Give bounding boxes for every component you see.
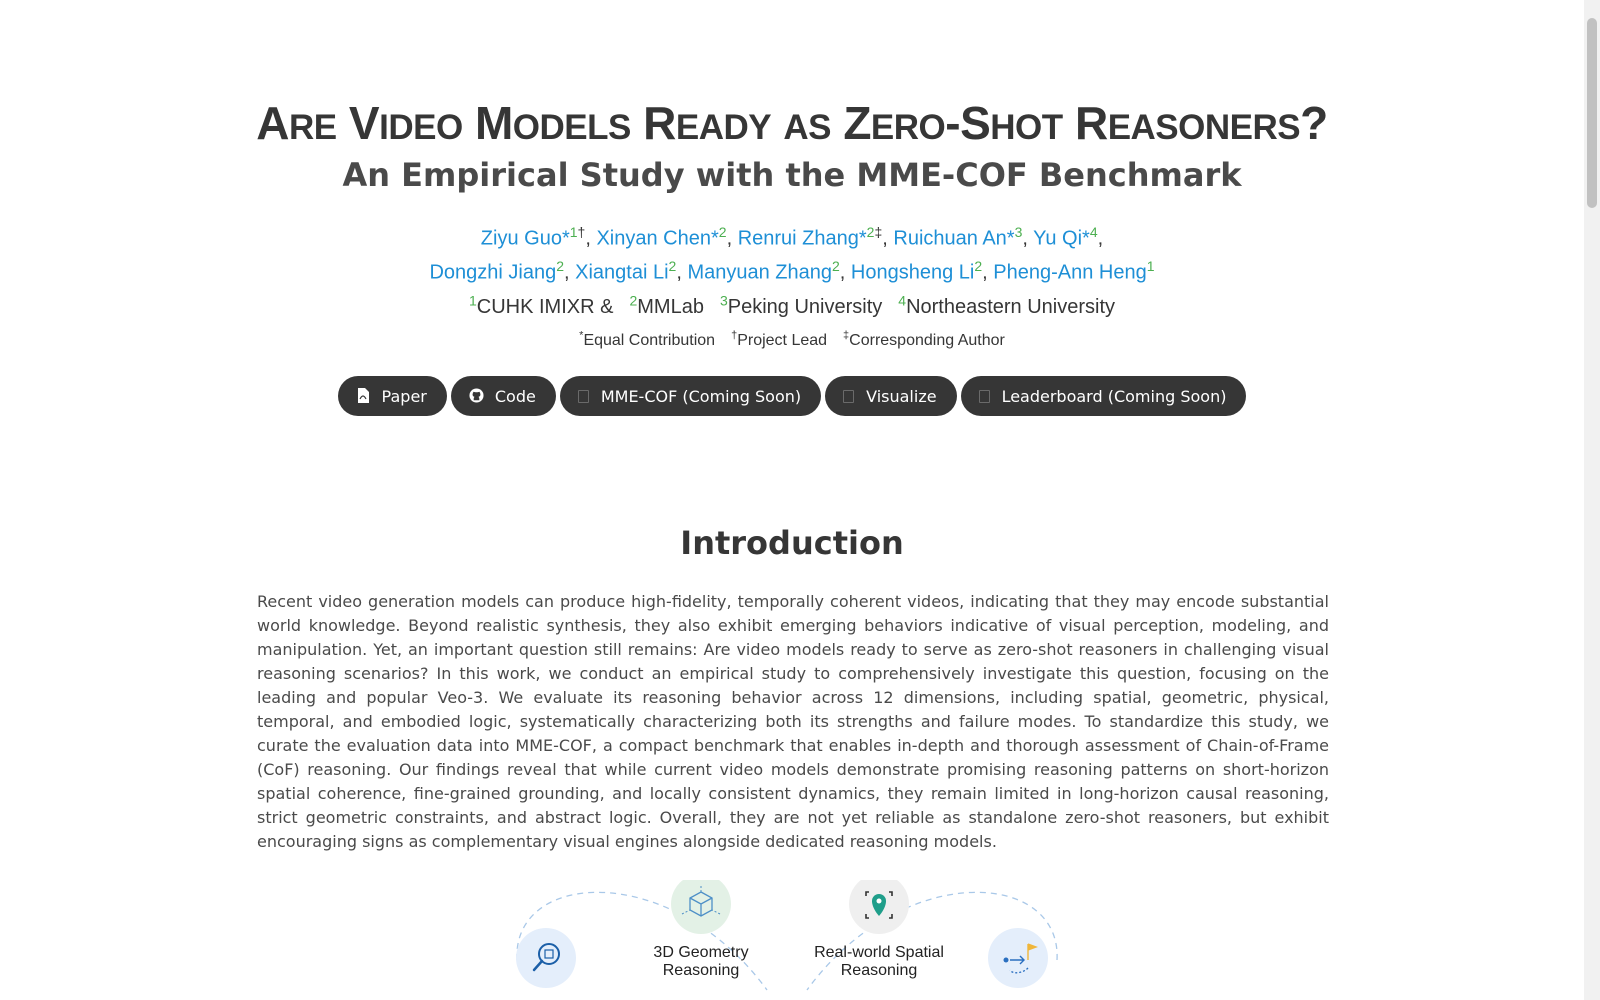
note-mark: ‡ [843, 330, 850, 342]
author-affiliation-number: 2 [866, 224, 875, 240]
author-link[interactable]: Dongzhi Jiang [429, 261, 557, 284]
title-rest: RE [289, 108, 337, 147]
title-initial: A [256, 97, 289, 149]
author-link[interactable]: Ruichuan An* [893, 227, 1015, 250]
link-buttons [0, 376, 1584, 416]
figure-label-3d-geometry [631, 944, 771, 980]
title-initial: Z [843, 97, 871, 149]
note-text: Corresponding Author [849, 332, 1005, 350]
scrollbar-thumb[interactable] [1587, 18, 1597, 208]
title-rest: EASONERS [1107, 108, 1301, 147]
affiliation-item [629, 292, 704, 318]
page-subtitle: An Empirical Study with the MME-COF Benchmark [342, 156, 1242, 194]
affiliation-item [898, 292, 1116, 318]
affiliation-number: 4 [898, 292, 907, 308]
figure-dashed-paths [512, 880, 1062, 1000]
author-affiliation-number: 2 [668, 258, 677, 274]
title-word [945, 97, 1062, 149]
title-word [256, 97, 336, 149]
title-initial: V [348, 97, 380, 149]
button-label: Code [494, 386, 536, 406]
code-button[interactable] [451, 376, 556, 416]
affiliation-name: MMLab [637, 295, 704, 318]
file-pdf-icon [356, 388, 370, 404]
figure-label-line: Reasoning [662, 962, 740, 979]
title-word [349, 97, 463, 149]
author-link[interactable]: Renrui Zhang* [737, 227, 867, 250]
note-text: Project Lead [737, 332, 828, 350]
vertical-scrollbar[interactable] [1584, 0, 1600, 1000]
paper-button[interactable] [338, 376, 447, 416]
title-word [1075, 97, 1300, 149]
title-word [475, 97, 631, 149]
introduction-text: Recent video generation models can produce high-fidelity, temporally coherent videos, indicating that they may encode substantial world knowledge. Beyond realistic synthesis, they also exhibit emerging behaviors indicative of visual perception, modeling, and manipulation. Yet, an important question still remains: Are video models ready to serve as zero-shot reasoners in challenging visual reasoning scenarios? In this work, we conduct an empirical study to comprehensively investigate this question, focusing on the leading and popular Veo-3. We evaluate its reasoning behavior across 12 dimensions, including spatial, geometric, physical, temporal, and embodied logic, systematically characterizing both its strengths and failure modes. To standardize this study, we curate the evaluation data into MME-COF, a compact benchmark that enables in-depth and thorough assessment of Chain-of-Frame (CoF) reasoning. Our findings reveal that while current video models demonstrate promising reasoning patterns on short-horizon spatial coherence, fine-grained grounding, and locally consistent dynamics, they remain limited in long-horizon causal reasoning, strict geometric constraints, and abstract logic. Overall, they are not yet reliable as standalone zero-shot reasoners, but exhibit encouraging signs as complementary visual engines alongside dedicated reasoning models. [257, 592, 1329, 851]
affiliation-item [468, 292, 614, 318]
magnifier-icon [516, 928, 576, 988]
title-rest: EADY [675, 108, 772, 147]
button-label: Leaderboard (Coming Soon) [1001, 386, 1227, 406]
github-icon [469, 388, 483, 404]
affiliation-number: 1 [468, 292, 477, 308]
author-note [843, 332, 1005, 349]
figure-label-line: Real-world Spatial [814, 944, 944, 961]
title-rest: ODELS [512, 108, 631, 147]
dataset-icon [578, 390, 589, 403]
title-initial: ? [1300, 97, 1328, 149]
author-link[interactable]: Pheng-Ann Heng [993, 261, 1147, 284]
visualize-button[interactable] [825, 376, 956, 416]
author-role-mark: † [577, 224, 586, 240]
figure-label-line: 3D Geometry [653, 944, 749, 961]
leaderboard-coming-soon-button[interactable] [961, 376, 1247, 416]
note-mark: † [731, 330, 738, 342]
author-link[interactable]: Manyuan Zhang [687, 261, 832, 284]
author-note [731, 332, 827, 349]
title-word [783, 97, 831, 149]
author-list-row-1: Ziyu Guo*$^{1\dagger}$, Xinyan Chen*$^2$, Renrui Zhang*$^{2\ddagger}$, Ruichuan An*$^3$, Yu Qi*$^4$, [480, 224, 1104, 250]
button-label: Paper [381, 386, 427, 406]
author-affiliation-number: 1 [1146, 258, 1155, 274]
affiliation-name: Peking University [727, 295, 883, 318]
title-rest: AS [783, 108, 832, 147]
mme-cof-coming-soon-button[interactable] [560, 376, 821, 416]
leaderboard-icon [979, 390, 990, 403]
author-link[interactable]: Hongsheng Li [850, 261, 975, 284]
affiliation-list [0, 292, 1584, 319]
location-pin-icon [849, 880, 909, 934]
author-affiliation-number: 2 [832, 258, 840, 274]
author-role-mark: ‡ [874, 224, 883, 240]
title-initial: -S [945, 97, 991, 149]
figure-label-spatial [789, 944, 969, 980]
author-link[interactable]: Ziyu Guo* [480, 227, 570, 250]
title-rest: HOT [990, 108, 1063, 147]
button-label: Visualize [866, 386, 937, 406]
visualize-icon [843, 390, 854, 403]
title-word [843, 97, 945, 149]
author-link[interactable]: Xinyan Chen* [596, 227, 719, 250]
title-word [643, 97, 771, 149]
introduction-heading: Introduction [680, 524, 904, 562]
path-flag-icon [988, 928, 1048, 988]
affiliation-name: CUHK IMIXR & [476, 295, 614, 318]
author-list-row-2: Dongzhi Jiang$^2$, Xiangtai Li$^2$, Manyuan Zhang$^2$, Hongsheng Li$^2$, Pheng-Ann Heng$^1$ [429, 258, 1155, 284]
affiliation-number: 3 [719, 292, 728, 308]
author-affiliation-number: 3 [1014, 224, 1023, 240]
author-notes [0, 330, 1584, 350]
author-affiliation-number: 4 [1089, 224, 1098, 240]
title-initial: R [1074, 97, 1108, 149]
note-mark: * [579, 330, 584, 342]
cube-icon [671, 880, 731, 934]
overview-figure [512, 880, 1062, 1000]
affiliation-item [719, 292, 883, 318]
title-word [1300, 97, 1328, 149]
title-initial: R [643, 97, 676, 149]
button-label: MME-COF (Coming Soon) [600, 386, 802, 406]
author-link[interactable]: Yu Qi* [1033, 227, 1090, 250]
note-text: Equal Contribution [583, 332, 716, 350]
author-link[interactable]: Xiangtai Li [575, 261, 669, 284]
author-affiliation-number: 2 [556, 258, 564, 274]
title-rest: IDEO [379, 108, 463, 147]
title-rest: ERO [870, 108, 946, 147]
affiliation-name: Northeastern University [906, 295, 1116, 318]
author-affiliation-number: 2 [974, 258, 983, 274]
affiliation-number: 2 [629, 292, 638, 308]
page-title [0, 96, 1584, 150]
author-affiliation-number: 2 [718, 224, 727, 240]
author-affiliation-number: 1 [569, 224, 578, 240]
figure-label-line: Reasoning [840, 962, 918, 979]
author-note [579, 332, 715, 349]
title-initial: M [474, 97, 513, 149]
